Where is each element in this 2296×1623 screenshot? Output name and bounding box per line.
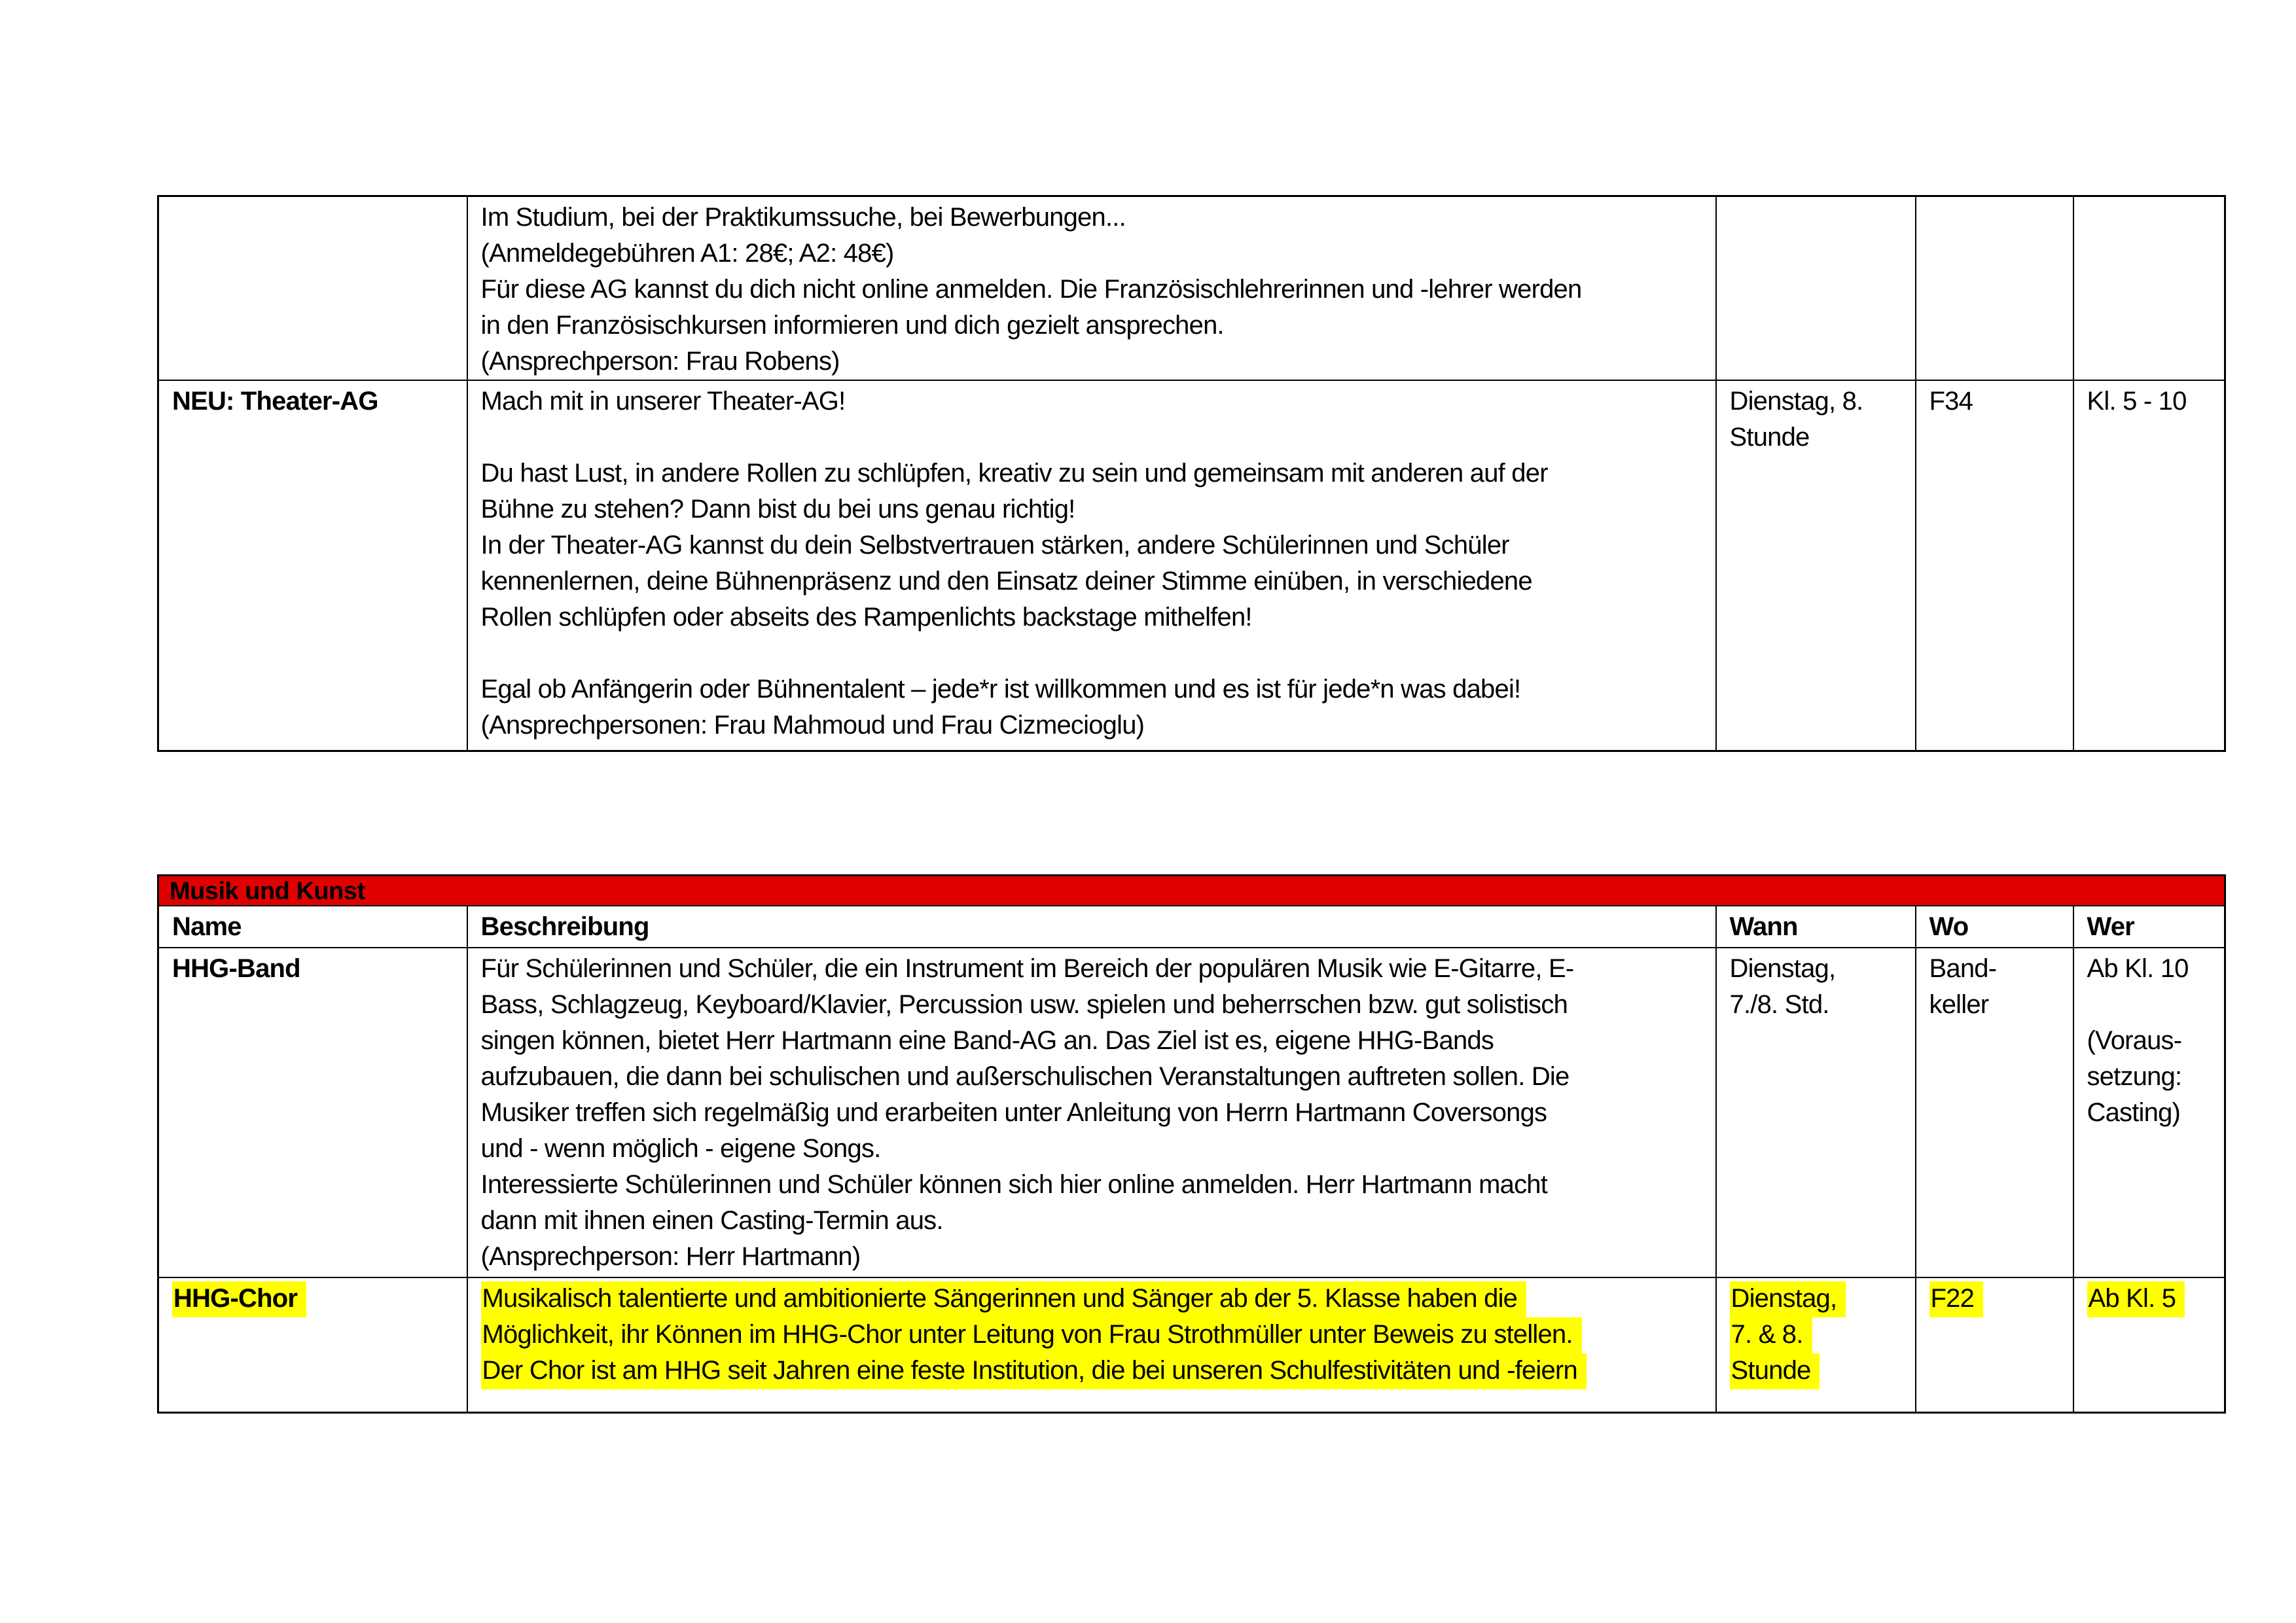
- text-line: Im Studium, bei der Praktikumssuche, bei Bewerbungen...: [480, 203, 1126, 232]
- cell-wer: [2073, 196, 2225, 381]
- cell-wann: [1716, 1277, 1916, 1413]
- text-line: Ab Kl. 5: [2087, 1281, 2213, 1317]
- section-header-row: [158, 876, 2225, 906]
- text-line: F34: [1929, 387, 1973, 416]
- text-line: Stunde: [1730, 1353, 1903, 1389]
- text-line: singen können, bietet Herr Hartmann eine Band-AG an. Das Ziel ist es, eigene HHG-Bands: [480, 1026, 1494, 1055]
- text-line: Kl. 5 - 10: [2087, 387, 2187, 416]
- cell-wer: [2073, 1277, 2225, 1413]
- text-line: dann mit ihnen einen Casting-Termin aus.: [480, 1206, 943, 1235]
- text-line: Du hast Lust, in andere Rollen zu schlüpfen, kreativ zu sein und gemeinsam mit anderen auf der: [480, 459, 1548, 488]
- text-line: Musikalisch talentierte und ambitionierte Sängerinnen und Sänger ab der 5. Klasse haben die: [481, 1281, 1704, 1317]
- text-line: 7./8. Std.: [1729, 990, 1829, 1019]
- text-line: (Voraus-: [2087, 1026, 2182, 1055]
- text-line: keller: [1929, 990, 1989, 1019]
- cell-name: [158, 380, 467, 751]
- text-line: (Ansprechperson: Herr Hartmann): [480, 1242, 861, 1271]
- column-header-beschreibung: Beschreibung: [467, 906, 1716, 948]
- cell-wann: [1716, 380, 1916, 751]
- text-line: (Ansprechperson: Frau Robens): [480, 347, 840, 376]
- cell-beschreibung: [467, 948, 1716, 1277]
- text-line: HHG-Chor: [172, 1281, 455, 1317]
- cell-wann: [1716, 196, 1916, 381]
- text-line: (Anmeldegebühren A1: 28€; A2: 48€): [480, 239, 894, 268]
- cell-wer: [2073, 948, 2225, 1277]
- cell-wo: [1916, 948, 2073, 1277]
- text-line: Casting): [2087, 1098, 2181, 1127]
- text-line: (Ansprechpersonen: Frau Mahmoud und Frau Cizmecioglu): [480, 711, 1145, 740]
- text-line: in den Französischkursen informieren und dich gezielt ansprechen.: [480, 311, 1224, 340]
- cell-name: [158, 1277, 467, 1413]
- text-line: NEU: Theater-AG: [172, 387, 378, 416]
- text-line: Bass, Schlagzeug, Keyboard/Klavier, Percussion usw. spielen und beherrschen bzw. gut solistisch: [480, 990, 1568, 1019]
- text-line: [2087, 987, 2213, 1023]
- text-line: Möglichkeit, ihr Können im HHG-Chor unter Leitung von Frau Strothmüller unter Beweis zu stellen.: [481, 1317, 1704, 1353]
- text-line: Band-: [1929, 954, 1997, 983]
- text-line: 7. & 8.: [1730, 1317, 1903, 1353]
- text-line: Der Chor ist am HHG seit Jahren eine feste Institution, die bei unseren Schulfestivitäten und -feiern: [481, 1353, 1704, 1389]
- table-row-hhg-band: [158, 948, 2225, 1277]
- text-line: HHG-Band: [172, 954, 300, 983]
- column-header-wann: Wann: [1716, 906, 1916, 948]
- text-line: und - wenn möglich - eigene Songs.: [480, 1134, 881, 1163]
- text-line: Egal ob Anfängerin oder Bühnentalent – jede*r ist willkommen und es ist für jede*n was dabei!: [480, 675, 1521, 704]
- cell-beschreibung: [467, 380, 1716, 751]
- text-line: Für diese AG kannst du dich nicht online anmelden. Die Französischlehrerinnen und -lehrer werden: [480, 275, 1582, 304]
- table-row-hhg-chor: [158, 1277, 2225, 1413]
- text-line: Für Schülerinnen und Schüler, die ein Instrument im Bereich der populären Musik wie E-Gitarre, E-: [480, 954, 1574, 983]
- text-line: F22: [1929, 1281, 2061, 1317]
- cell-wo: [1916, 380, 2073, 751]
- text-line: setzung:: [2087, 1062, 2182, 1091]
- text-line: Dienstag, 8.: [1729, 387, 1863, 416]
- ag-table-continuation: [157, 195, 2226, 752]
- text-line: Mach mit in unserer Theater-AG!: [480, 387, 846, 416]
- column-header-row: [158, 906, 2225, 948]
- text-line: [481, 635, 1704, 671]
- text-line: aufzubauen, die dann bei schulischen und außerschulischen Veranstaltungen auftreten sollen. Die: [480, 1062, 1570, 1091]
- text-line: kennenlernen, deine Bühnenpräsenz und den Einsatz deiner Stimme einüben, in verschiedene: [480, 567, 1532, 596]
- cell-wer: [2073, 380, 2225, 751]
- cell-beschreibung: [467, 1277, 1716, 1413]
- cell-wo: [1916, 196, 2073, 381]
- text-line: In der Theater-AG kannst du dein Selbstvertrauen stärken, andere Schülerinnen und Schüler: [480, 531, 1509, 560]
- text-line: Interessierte Schülerinnen und Schüler können sich hier online anmelden. Herr Hartmann macht: [480, 1170, 1548, 1199]
- cell-beschreibung: [467, 196, 1716, 381]
- table-row-franzoesisch-ag-continued: [158, 196, 2225, 381]
- musik-und-kunst-table: [157, 874, 2226, 1414]
- cell-wo: [1916, 1277, 2073, 1413]
- text-line: Dienstag,: [1729, 954, 1836, 983]
- text-line: [481, 419, 1704, 455]
- cell-name: [158, 948, 467, 1277]
- cell-wann: [1716, 948, 1916, 1277]
- text-line: Musiker treffen sich regelmäßig und erarbeiten unter Anleitung von Herrn Hartmann Coversongs: [480, 1098, 1547, 1127]
- cell-name: [158, 196, 467, 381]
- column-header-name: Name: [158, 906, 467, 948]
- text-line: Rollen schlüpfen oder abseits des Rampenlichts backstage mithelfen!: [480, 603, 1252, 632]
- table-row-theater-ag: [158, 380, 2225, 751]
- text-line: Ab Kl. 10: [2087, 954, 2189, 983]
- text-line: Bühne zu stehen? Dann bist du bei uns genau richtig!: [480, 495, 1075, 524]
- section-title-cell: [158, 876, 2225, 906]
- text-line: Dienstag,: [1730, 1281, 1903, 1317]
- column-header-wo: Wo: [1916, 906, 2073, 948]
- section-title: Musik und Kunst: [170, 878, 365, 905]
- text-line: Stunde: [1729, 423, 1810, 452]
- column-header-wer: Wer: [2073, 906, 2225, 948]
